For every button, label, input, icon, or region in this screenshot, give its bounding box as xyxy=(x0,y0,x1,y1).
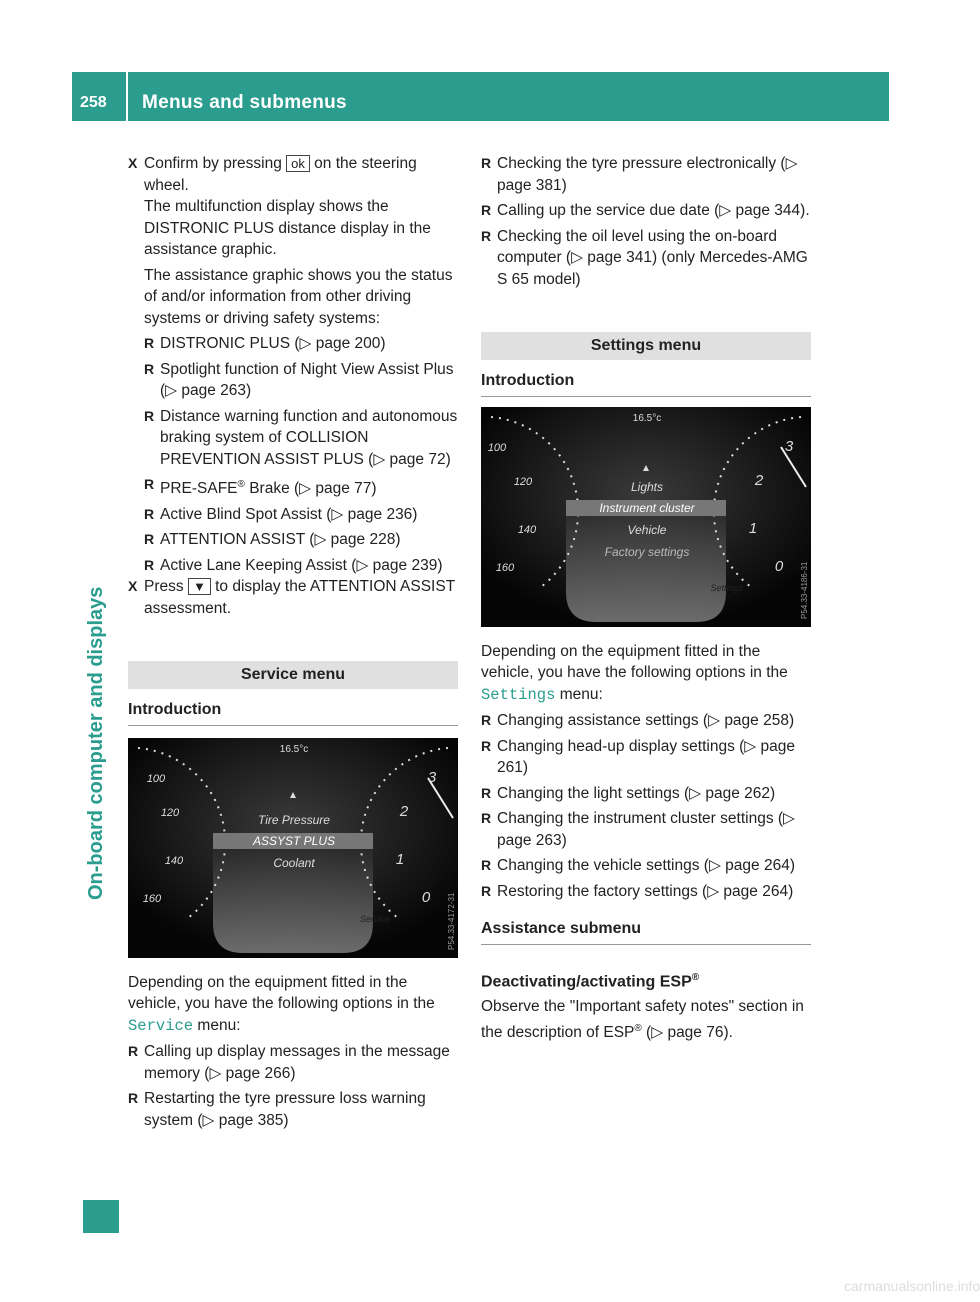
settings-menu-cluster-image xyxy=(481,407,811,627)
page-title: Menus and submenus xyxy=(142,92,347,113)
menu-name-settings: Settings xyxy=(481,685,556,704)
list-item: R Calling up display messages in the message memory (▷ page 266) xyxy=(128,1041,458,1084)
cluster-menu-name: Settings xyxy=(710,582,743,593)
cluster-menu-name: Service xyxy=(359,913,390,924)
service-menu-cluster-image xyxy=(128,738,458,958)
list-item: R Spotlight function of Night View Assist Plus (▷ page 263) xyxy=(144,359,458,402)
speed-tick: 100 xyxy=(487,441,507,454)
list-item: R DISTRONIC PLUS (▷ page 200) xyxy=(144,333,458,355)
chapter-sidebar-label: On-board computer and displays xyxy=(85,586,107,900)
menu-name-service: Service xyxy=(128,1016,194,1035)
speed-tick: 160 xyxy=(495,561,515,574)
list-item: R Changing the vehicle settings (▷ page 264) xyxy=(481,855,811,877)
list-item: R Restarting the tyre pressure loss warning system (▷ page 385) xyxy=(128,1088,458,1131)
paragraph: Depending on the equipment fitted in the vehicle, you have the following options in the Settings menu: xyxy=(481,642,788,704)
list-item: R Active Lane Keeping Assist (▷ page 239) xyxy=(144,555,458,577)
subheading-introduction: Introduction xyxy=(481,370,811,397)
left-column xyxy=(128,153,458,1131)
menu-item: Lights xyxy=(630,479,664,494)
menu-item: Tire Pressure xyxy=(258,812,330,827)
chapter-tab-marker xyxy=(83,1200,119,1233)
paragraph: Observe the "Important safety notes" section in the description of ESP® (▷ page 76). xyxy=(481,998,804,1041)
down-arrow-key-icon: ▼ xyxy=(188,578,211,595)
list-item: R PRE-SAFE® Brake (▷ page 77) xyxy=(144,474,458,500)
step-confirm: X Confirm by pressing ok on the steering wheel. xyxy=(128,153,458,196)
list-item: R Active Blind Spot Assist (▷ page 236) xyxy=(144,504,458,526)
speed-tick: 140 xyxy=(164,854,184,867)
list-item: R Changing the instrument cluster settings (▷ page 263) xyxy=(481,808,811,851)
list-item: R ATTENTION ASSIST (▷ page 228) xyxy=(144,529,458,551)
page-header xyxy=(72,72,889,121)
list-item: R Checking the tyre pressure electronically (▷ page 381) xyxy=(481,153,811,196)
list-item: R Changing assistance settings (▷ page 258) xyxy=(481,710,811,732)
speed-tick: 120 xyxy=(160,806,180,819)
menu-item-selected: ASSYST PLUS xyxy=(252,833,336,848)
rpm-tick: 2 xyxy=(754,471,764,489)
speed-tick: 120 xyxy=(513,475,533,488)
paragraph: The multifunction display shows the DISTRONIC PLUS distance display in the assistance graphic. xyxy=(144,198,431,258)
speed-tick: 140 xyxy=(517,523,537,536)
menu-item: Coolant xyxy=(273,855,315,870)
image-code: P54.33-4186-31 xyxy=(800,561,809,619)
menu-item-selected: Instrument cluster xyxy=(599,500,695,515)
right-column xyxy=(481,153,811,1043)
section-heading-service: Service menu xyxy=(128,661,458,689)
paragraph: The assistance graphic shows you the status of and/or information from other driving systems or driving safety systems: xyxy=(144,266,453,327)
cluster-temperature: 16.5°c xyxy=(632,412,662,424)
image-code: P54.33-4172-31 xyxy=(447,892,456,950)
subheading-introduction: Introduction xyxy=(128,699,458,726)
rpm-tick: 3 xyxy=(784,437,794,455)
rpm-tick: 1 xyxy=(748,519,758,537)
list-item: R Calling up the service due date (▷ page 344). xyxy=(481,200,811,222)
list-item: R Distance warning function and autonomous braking system of COLLISION PREVENTION ASSIST PLUS (▷ page 72) xyxy=(144,406,458,471)
list-item: R Changing the light settings (▷ page 262) xyxy=(481,783,811,805)
paragraph: Depending on the equipment fitted in the vehicle, you have the following options in the Service menu: xyxy=(128,973,435,1035)
section-heading-settings: Settings menu xyxy=(481,332,811,360)
watermark: carmanualsonline.info xyxy=(844,1278,980,1294)
rpm-tick: 0 xyxy=(774,557,784,575)
menu-item: Vehicle xyxy=(627,522,667,537)
menu-item: Factory settings xyxy=(604,544,690,559)
rpm-tick: 1 xyxy=(395,850,405,868)
speed-tick: 100 xyxy=(146,772,166,785)
cluster-temperature: 16.5°c xyxy=(279,743,309,755)
subheading-esp: Deactivating/activating ESP® xyxy=(481,971,700,990)
header-divider xyxy=(126,72,128,121)
list-item: R Restoring the factory settings (▷ page 264) xyxy=(481,881,811,903)
page-number: 258 xyxy=(80,94,107,111)
subheading-assistance-submenu: Assistance submenu xyxy=(481,918,811,945)
rpm-tick: 0 xyxy=(421,888,431,906)
speed-tick: 160 xyxy=(142,892,162,905)
ok-key-icon: ok xyxy=(286,155,310,172)
list-item: R Checking the oil level using the on-board computer (▷ page 341) (only Mercedes-AMG S 65 model) xyxy=(481,226,811,291)
rpm-tick: 2 xyxy=(399,802,409,820)
list-item: R Changing head-up display settings (▷ page 261) xyxy=(481,736,811,779)
step-press-down: X Press ▼ to display the ATTENTION ASSIST assessment. xyxy=(128,576,458,619)
rpm-tick: 3 xyxy=(427,768,437,786)
